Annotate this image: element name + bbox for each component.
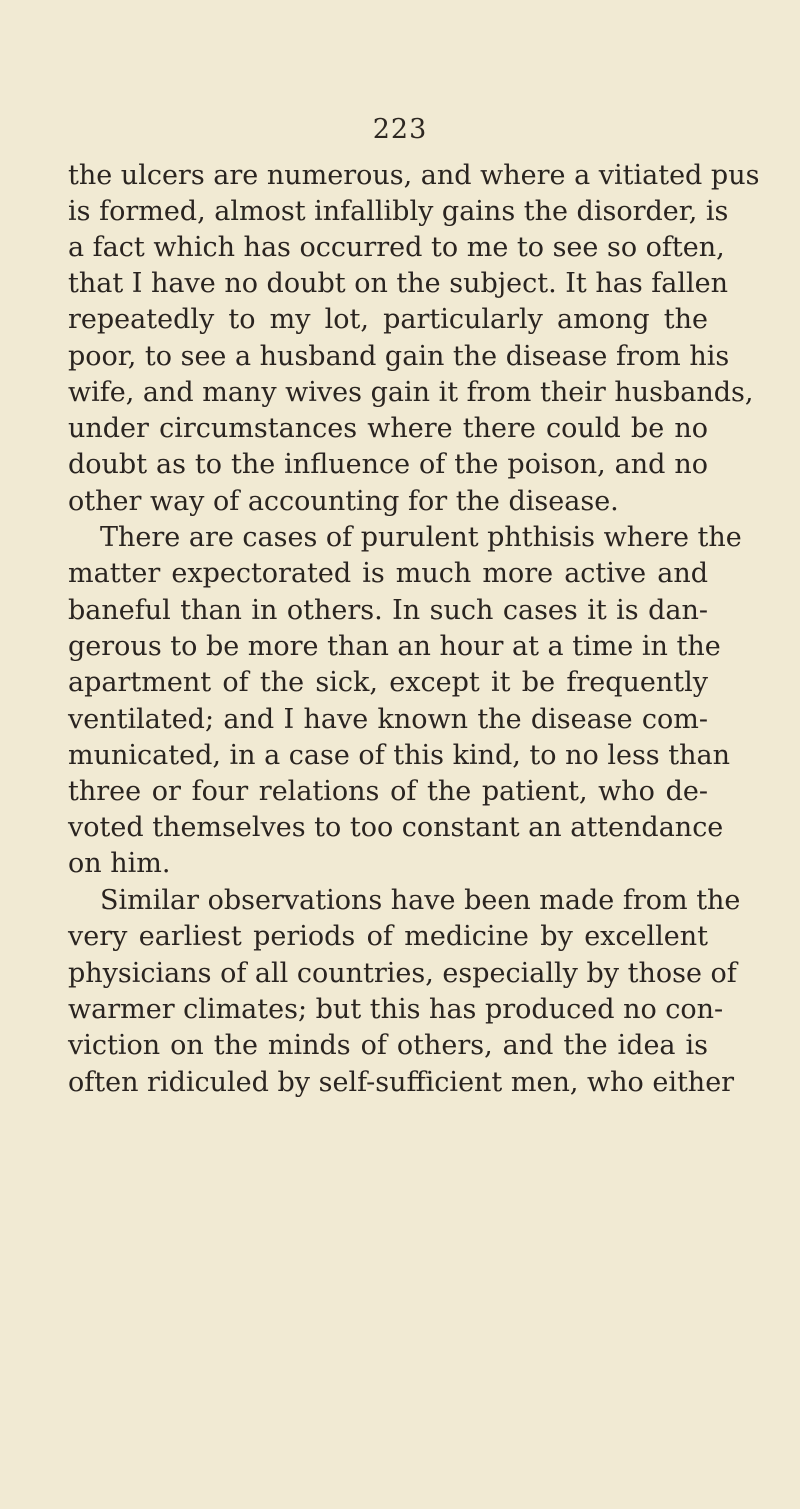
text-line: ventilated; and I have known the disease com- xyxy=(68,704,708,735)
text-line: the ulcers are numerous, and where a vitiated pus xyxy=(68,160,760,191)
text-line: baneful than in others. In such cases it is dan- xyxy=(68,595,708,626)
text-line: other way of accounting for the disease. xyxy=(68,486,619,517)
text-line: doubt as to the influence of the poison, and no xyxy=(68,449,708,480)
text-line: on him. xyxy=(68,848,171,879)
text-line: very earliest periods of medicine by excellent xyxy=(68,921,708,952)
text-line: wife, and many wives gain it from their husbands, xyxy=(68,377,754,408)
text-line: apartment of the sick, except it be frequently xyxy=(68,667,708,698)
text-line: often ridiculed by self-sufficient men, who either xyxy=(68,1067,735,1098)
text-line: that I have no doubt on the subject. It has fallen xyxy=(68,268,728,299)
text-line: matter expectorated is much more active and xyxy=(68,558,708,589)
paragraph-first-line: Similar observations have been made from the xyxy=(100,885,741,916)
text-line: physicians of all countries, especially by those of xyxy=(68,958,737,989)
text-line: three or four relations of the patient, who de- xyxy=(68,776,708,807)
text-line: municated, in a case of this kind, to no less than xyxy=(68,740,730,771)
text-line: repeatedly to my lot, particularly among the xyxy=(68,304,708,335)
text-line: poor, to see a husband gain the disease from his xyxy=(68,341,730,372)
text-line: viction on the minds of others, and the idea is xyxy=(68,1030,708,1061)
text-line: under circumstances where there could be no xyxy=(68,413,708,444)
page-number: 223 xyxy=(372,114,428,145)
text-line: is formed, almost infallibly gains the disorder, is xyxy=(68,196,729,227)
paragraph-first-line: There are cases of purulent phthisis where the xyxy=(100,522,742,553)
text-line: gerous to be more than an hour at a time in the xyxy=(68,631,721,662)
text-line: voted themselves to too constant an attendance xyxy=(68,812,724,843)
text-line: a fact which has occurred to me to see so often, xyxy=(68,232,725,263)
text-line: warmer climates; but this has produced no con- xyxy=(68,994,724,1025)
